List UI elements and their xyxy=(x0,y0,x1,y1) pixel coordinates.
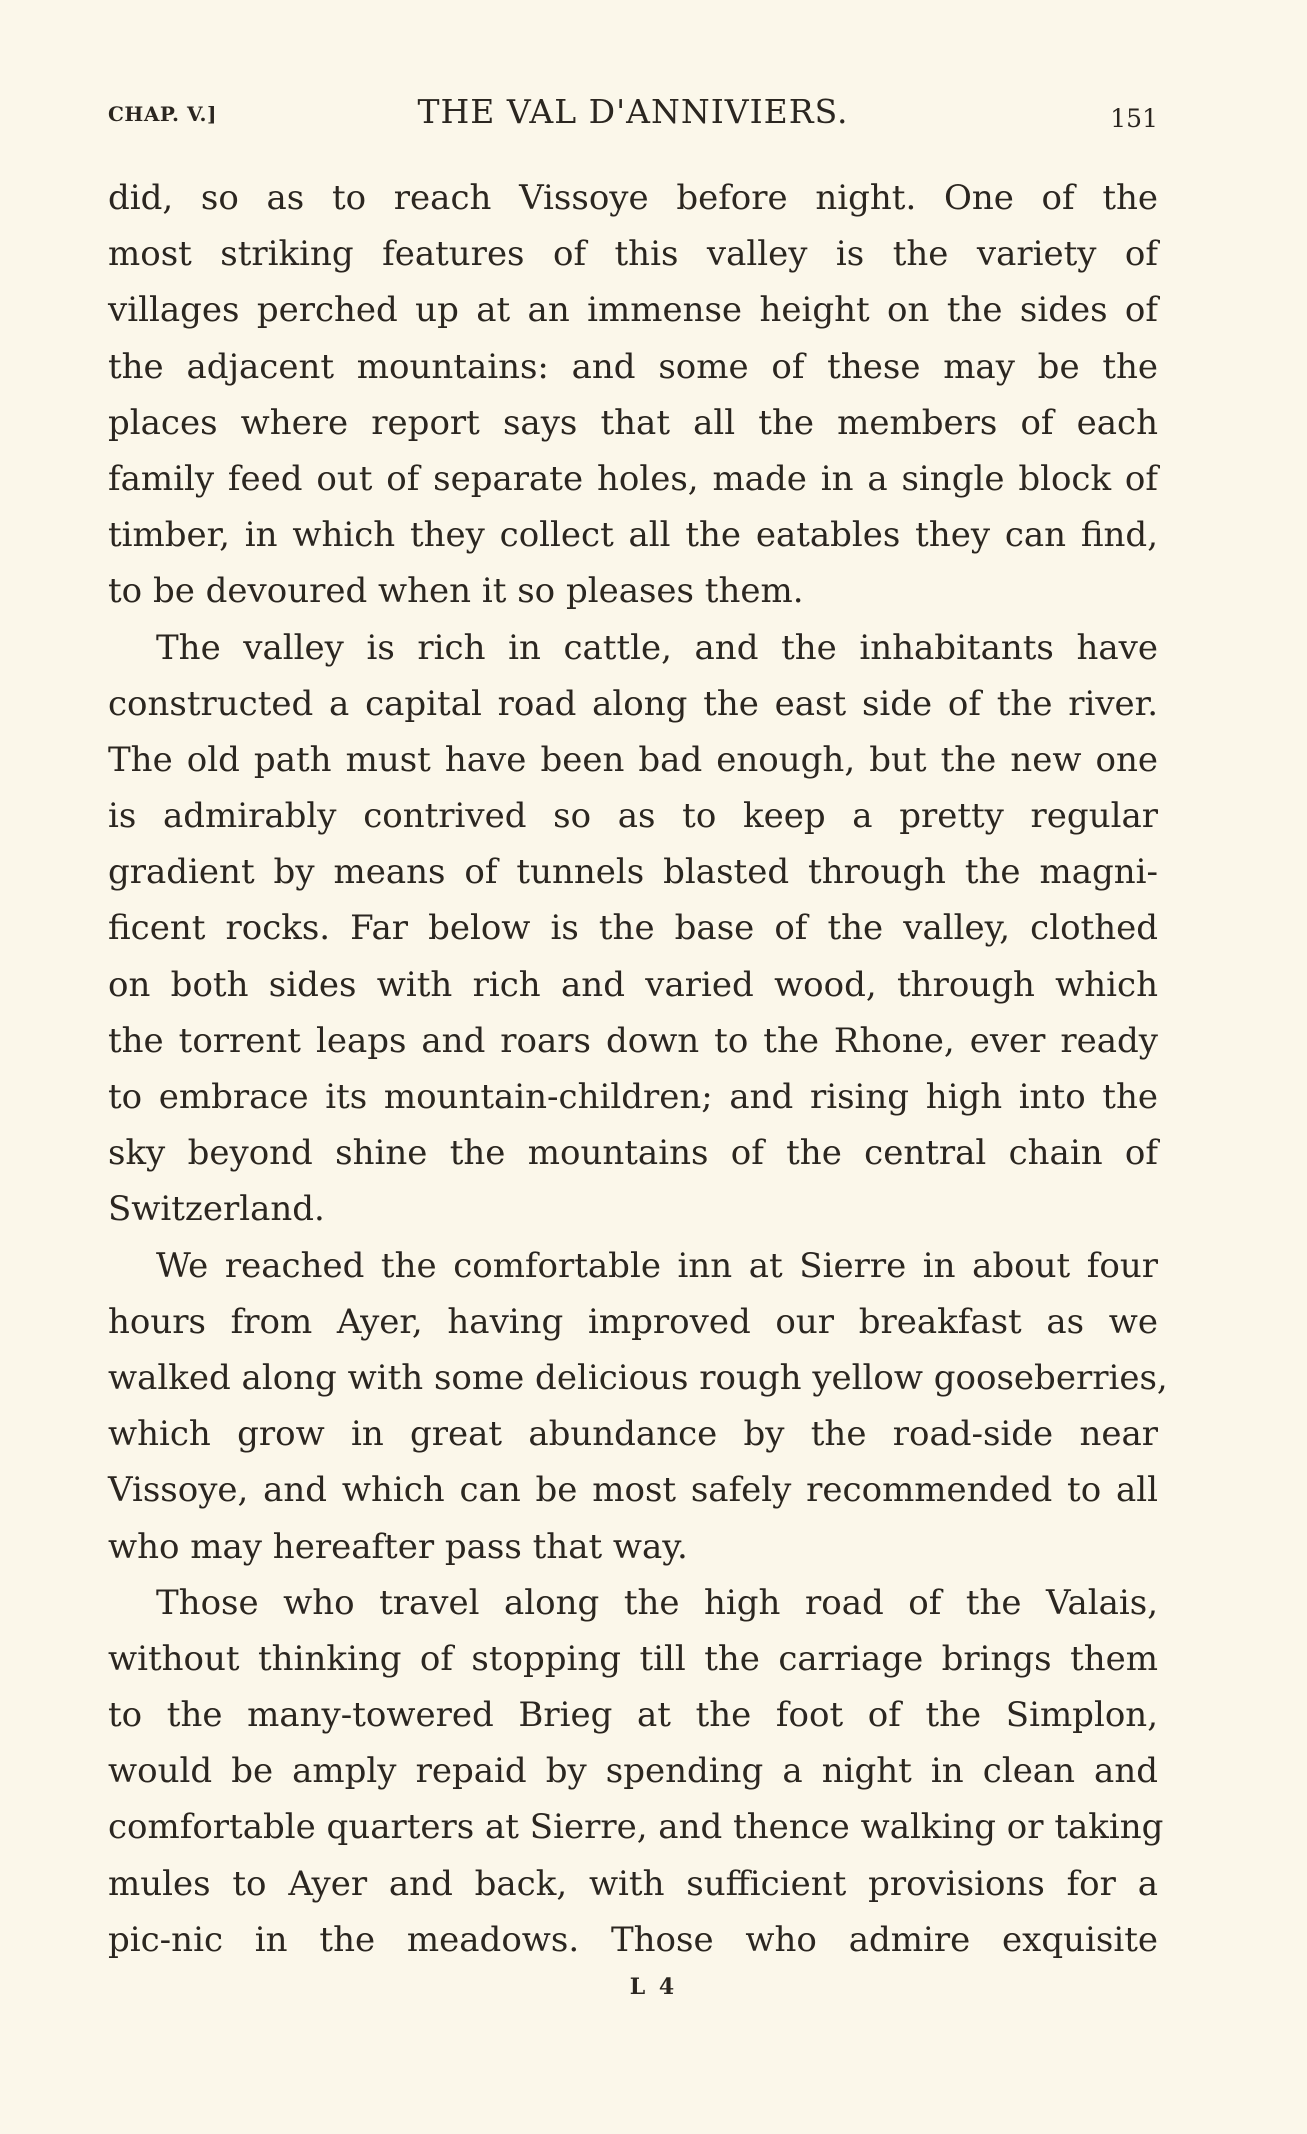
text-line: Vissoye, and which can be most safely recommended to all xyxy=(108,1470,1158,1511)
text-line: which grow in great abundance by the road-side near xyxy=(108,1414,1158,1455)
text-line: to embrace its mountain-children; and rising high into the xyxy=(108,1077,1158,1117)
running-head xyxy=(108,92,1158,136)
page-number: 151 xyxy=(1110,104,1158,133)
page-title: THE VAL D'ANNIVIERS. xyxy=(417,92,849,131)
text-line: Those who travel along the high road of the Valais, xyxy=(156,1582,1158,1623)
signature-mark: L 4 xyxy=(629,1974,678,2000)
text-line: comfortable quarters at Sierre, and thence walking or taking xyxy=(108,1807,1164,1848)
text-line: The old path must have been bad enough, but the new one xyxy=(108,739,1158,780)
text-line: the adjacent mountains: and some of these may be the xyxy=(108,346,1158,387)
text-line: villages perched up at an immense height on the sides of xyxy=(108,290,1158,331)
text-line: We reached the comfortable inn at Sierre in about four xyxy=(156,1245,1158,1286)
text-line: the torrent leaps and roars down to the Rhone, ever ready xyxy=(108,1020,1158,1061)
text-line: would be amply repaid by spending a night in clean and xyxy=(108,1751,1158,1792)
text-line: pic-nic in the meadows. Those who admire exquisite xyxy=(108,1919,1158,1960)
text-line: places where report says that all the members of each xyxy=(108,402,1158,443)
text-line: walked along with some delicious rough yellow gooseberries, xyxy=(108,1357,1168,1398)
text-line: ficent rocks. Far below is the base of the valley, clothed xyxy=(108,908,1158,949)
text-line: The valley is rich in cattle, and the inhabitants have xyxy=(156,627,1158,668)
text-line: mules to Ayer and back, with sufficient provisions for a xyxy=(108,1863,1158,1904)
text-line: is admirably contrived so as to keep a pretty regular xyxy=(108,796,1158,837)
text-line: Switzerland. xyxy=(108,1189,325,1230)
text-line: on both sides with rich and varied wood, through which xyxy=(108,964,1158,1005)
text-line: most striking features of this valley is the variety of xyxy=(108,234,1158,275)
text-line: constructed a capital road along the east side of the river. xyxy=(108,683,1158,724)
text-line: gradient by means of tunnels blasted through the magni- xyxy=(108,852,1158,893)
text-line: without thinking of stopping till the carriage brings them xyxy=(108,1638,1158,1679)
text-line: family feed out of separate holes, made in a single block of xyxy=(108,458,1158,499)
chapter-label: CHAP. V.] xyxy=(108,102,217,126)
text-line: who may hereafter pass that way. xyxy=(108,1526,688,1567)
text-line: did, so as to reach Vissoye before night. One of the xyxy=(108,178,1158,218)
text-line: to be devoured when it so pleases them. xyxy=(108,571,804,612)
text-line: hours from Ayer, having improved our breakfast as we xyxy=(108,1301,1158,1342)
text-line: to the many-towered Brieg at the foot of the Simplon, xyxy=(108,1695,1158,1736)
text-line: timber, in which they collect all the eatables they can find, xyxy=(108,515,1158,556)
text-line: sky beyond shine the mountains of the central chain of xyxy=(108,1133,1158,1174)
body-text xyxy=(108,170,1168,1968)
